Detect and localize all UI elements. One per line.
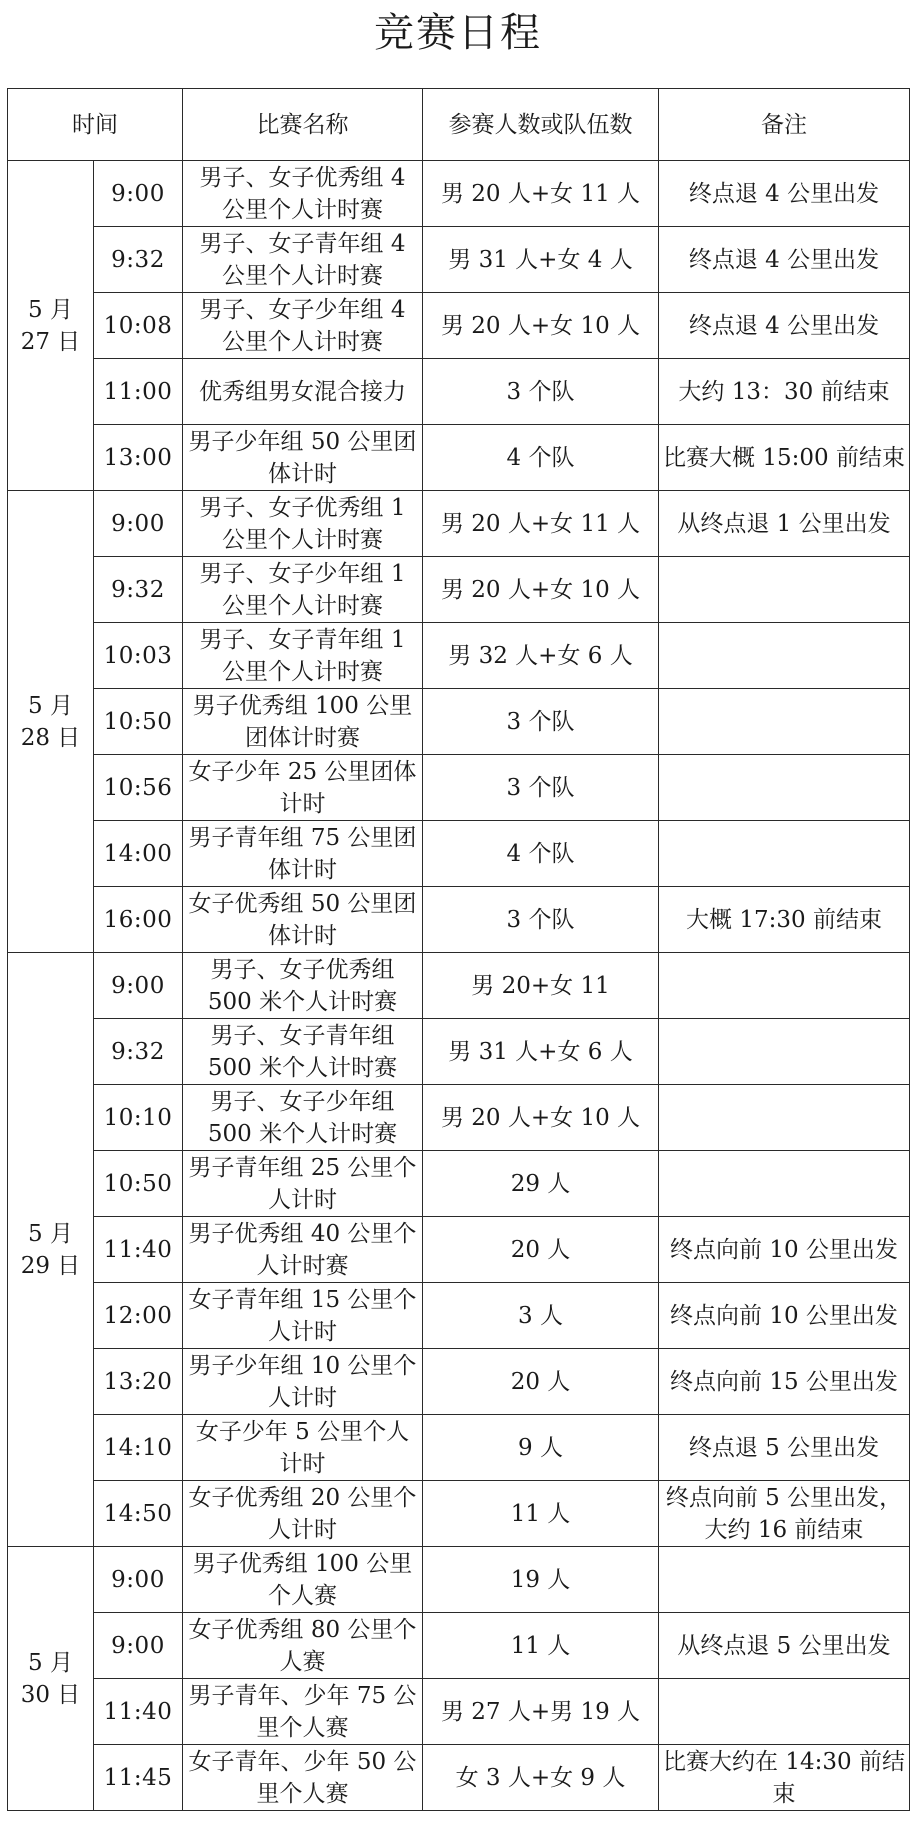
- time-cell: 9:32: [94, 227, 183, 293]
- participants-cell: 20 人: [423, 1349, 659, 1415]
- event-name-cell: 男子优秀组 100 公里团体计时赛: [183, 689, 423, 755]
- schedule-body: [8, 161, 910, 1811]
- table-row: [8, 1283, 910, 1349]
- time-cell: 11:40: [94, 1679, 183, 1745]
- participants-cell: 男 20 人+女 10 人: [423, 557, 659, 623]
- time-cell: 10:50: [94, 1151, 183, 1217]
- header-notes: 备注: [659, 89, 910, 161]
- participants-cell: 9 人: [423, 1415, 659, 1481]
- note-cell: 终点向前 5 公里出发，大约 16 前结束: [659, 1481, 910, 1547]
- date-month: 5 月: [28, 296, 73, 323]
- note-cell: [659, 1151, 910, 1217]
- participants-cell: 男 27 人+男 19 人: [423, 1679, 659, 1745]
- event-name-cell: 男子优秀组 100 公里个人赛: [183, 1547, 423, 1613]
- event-name-cell: 男子青年组 75 公里团体计时: [183, 821, 423, 887]
- note-cell: 从终点退 5 公里出发: [659, 1613, 910, 1679]
- table-row: [8, 425, 910, 491]
- time-cell: 13:20: [94, 1349, 183, 1415]
- event-name-cell: 男子、女子优秀组 500 米个人计时赛: [183, 953, 423, 1019]
- time-cell: 10:03: [94, 623, 183, 689]
- note-cell: 终点向前 15 公里出发: [659, 1349, 910, 1415]
- participants-cell: 男 20+女 11: [423, 953, 659, 1019]
- participants-cell: 11 人: [423, 1481, 659, 1547]
- event-name-cell: 男子、女子少年组 500 米个人计时赛: [183, 1085, 423, 1151]
- table-row: [8, 1151, 910, 1217]
- table-row: [8, 1349, 910, 1415]
- date-day: 30 日: [20, 1681, 81, 1708]
- table-row: [8, 887, 910, 953]
- event-name-cell: 男子、女子青年组 500 米个人计时赛: [183, 1019, 423, 1085]
- page-title: 竞赛日程: [374, 10, 542, 56]
- event-name-cell: 女子优秀组 20 公里个人计时: [183, 1481, 423, 1547]
- time-cell: 14:10: [94, 1415, 183, 1481]
- note-cell: [659, 1679, 910, 1745]
- date-cell: [8, 1547, 94, 1811]
- time-cell: 12:00: [94, 1283, 183, 1349]
- participants-cell: 男 32 人+女 6 人: [423, 623, 659, 689]
- participants-cell: 3 个队: [423, 887, 659, 953]
- table-row: [8, 227, 910, 293]
- table-row: [8, 689, 910, 755]
- participants-cell: 男 31 人+女 6 人: [423, 1019, 659, 1085]
- participants-cell: 3 个队: [423, 689, 659, 755]
- table-row: [8, 1415, 910, 1481]
- participants-cell: 19 人: [423, 1547, 659, 1613]
- time-cell: 9:32: [94, 557, 183, 623]
- time-cell: 10:56: [94, 755, 183, 821]
- table-row: [8, 161, 910, 227]
- table-row: [8, 1679, 910, 1745]
- note-cell: 终点退 4 公里出发: [659, 161, 910, 227]
- event-name-cell: 男子青年组 25 公里个人计时: [183, 1151, 423, 1217]
- date-day: 29 日: [20, 1252, 81, 1279]
- time-cell: 9:32: [94, 1019, 183, 1085]
- date-day: 27 日: [20, 328, 81, 355]
- note-cell: 大约 13：30 前结束: [659, 359, 910, 425]
- table-row: [8, 623, 910, 689]
- time-cell: 9:00: [94, 161, 183, 227]
- note-cell: 大概 17:30 前结束: [659, 887, 910, 953]
- participants-cell: 女 3 人+女 9 人: [423, 1745, 659, 1811]
- event-name-cell: 男子、女子优秀组 4 公里个人计时赛: [183, 161, 423, 227]
- note-cell: [659, 953, 910, 1019]
- table-row: [8, 557, 910, 623]
- event-name-cell: 女子青年组 15 公里个人计时: [183, 1283, 423, 1349]
- note-cell: [659, 623, 910, 689]
- date-month: 5 月: [28, 1220, 73, 1247]
- event-name-cell: 男子、女子少年组 1 公里个人计时赛: [183, 557, 423, 623]
- participants-cell: 11 人: [423, 1613, 659, 1679]
- table-row: [8, 491, 910, 557]
- table-row: [8, 755, 910, 821]
- event-name-cell: 男子、女子优秀组 1 公里个人计时赛: [183, 491, 423, 557]
- note-cell: [659, 557, 910, 623]
- table-row: [8, 821, 910, 887]
- note-cell: 从终点退 1 公里出发: [659, 491, 910, 557]
- time-cell: 10:10: [94, 1085, 183, 1151]
- event-name-cell: 男子、女子青年组 1 公里个人计时赛: [183, 623, 423, 689]
- event-name-cell: 男子青年、少年 75 公里个人赛: [183, 1679, 423, 1745]
- time-cell: 11:45: [94, 1745, 183, 1811]
- table-row: [8, 359, 910, 425]
- date-month: 5 月: [28, 692, 73, 719]
- participants-cell: 4 个队: [423, 425, 659, 491]
- header-participants: 参赛人数或队伍数: [423, 89, 659, 161]
- time-cell: 9:00: [94, 1613, 183, 1679]
- note-cell: [659, 1085, 910, 1151]
- table-row: [8, 1019, 910, 1085]
- note-cell: [659, 1019, 910, 1085]
- time-cell: 14:50: [94, 1481, 183, 1547]
- event-name-cell: 女子优秀组 50 公里团体计时: [183, 887, 423, 953]
- date-cell: [8, 953, 94, 1547]
- event-name-cell: 优秀组男女混合接力: [183, 359, 423, 425]
- note-cell: [659, 821, 910, 887]
- schedule-table: [7, 88, 910, 1811]
- event-name-cell: 男子优秀组 40 公里个人计时赛: [183, 1217, 423, 1283]
- time-cell: 10:50: [94, 689, 183, 755]
- date-day: 28 日: [20, 724, 81, 751]
- table-row: [8, 1085, 910, 1151]
- table-row: [8, 1481, 910, 1547]
- note-cell: 终点退 5 公里出发: [659, 1415, 910, 1481]
- participants-cell: 男 20 人+女 11 人: [423, 161, 659, 227]
- time-cell: 9:00: [94, 953, 183, 1019]
- time-cell: 9:00: [94, 1547, 183, 1613]
- header-row: [8, 89, 910, 161]
- participants-cell: 3 个队: [423, 359, 659, 425]
- time-cell: 9:00: [94, 491, 183, 557]
- participants-cell: 4 个队: [423, 821, 659, 887]
- time-cell: 14:00: [94, 821, 183, 887]
- note-cell: 终点向前 10 公里出发: [659, 1283, 910, 1349]
- table-row: [8, 953, 910, 1019]
- time-cell: 16:00: [94, 887, 183, 953]
- event-name-cell: 男子、女子少年组 4 公里个人计时赛: [183, 293, 423, 359]
- header-event: 比赛名称: [183, 89, 423, 161]
- event-name-cell: 男子少年组 10 公里个人计时: [183, 1349, 423, 1415]
- time-cell: 11:00: [94, 359, 183, 425]
- participants-cell: 29 人: [423, 1151, 659, 1217]
- event-name-cell: 女子优秀组 80 公里个人赛: [183, 1613, 423, 1679]
- note-cell: [659, 689, 910, 755]
- participants-cell: 3 人: [423, 1283, 659, 1349]
- date-cell: [8, 491, 94, 953]
- note-cell: 终点退 4 公里出发: [659, 293, 910, 359]
- note-cell: 比赛大概 15:00 前结束: [659, 425, 910, 491]
- note-cell: [659, 755, 910, 821]
- note-cell: 终点退 4 公里出发: [659, 227, 910, 293]
- time-cell: 13:00: [94, 425, 183, 491]
- participants-cell: 男 20 人+女 10 人: [423, 1085, 659, 1151]
- note-cell: 比赛大约在 14:30 前结束: [659, 1745, 910, 1811]
- participants-cell: 20 人: [423, 1217, 659, 1283]
- time-cell: 11:40: [94, 1217, 183, 1283]
- event-name-cell: 男子、女子青年组 4 公里个人计时赛: [183, 227, 423, 293]
- table-row: [8, 1745, 910, 1811]
- date-month: 5 月: [28, 1649, 73, 1676]
- time-cell: 10:08: [94, 293, 183, 359]
- participants-cell: 男 20 人+女 11 人: [423, 491, 659, 557]
- event-name-cell: 女子少年 25 公里团体计时: [183, 755, 423, 821]
- event-name-cell: 女子少年 5 公里个人计时: [183, 1415, 423, 1481]
- event-name-cell: 女子青年、少年 50 公里个人赛: [183, 1745, 423, 1811]
- participants-cell: 男 31 人+女 4 人: [423, 227, 659, 293]
- note-cell: 终点向前 10 公里出发: [659, 1217, 910, 1283]
- table-row: [8, 1613, 910, 1679]
- event-name-cell: 男子少年组 50 公里团体计时: [183, 425, 423, 491]
- table-row: [8, 293, 910, 359]
- table-row: [8, 1217, 910, 1283]
- note-cell: [659, 1547, 910, 1613]
- date-cell: [8, 161, 94, 491]
- table-row: [8, 1547, 910, 1613]
- participants-cell: 男 20 人+女 10 人: [423, 293, 659, 359]
- participants-cell: 3 个队: [423, 755, 659, 821]
- header-time: 时间: [8, 89, 183, 161]
